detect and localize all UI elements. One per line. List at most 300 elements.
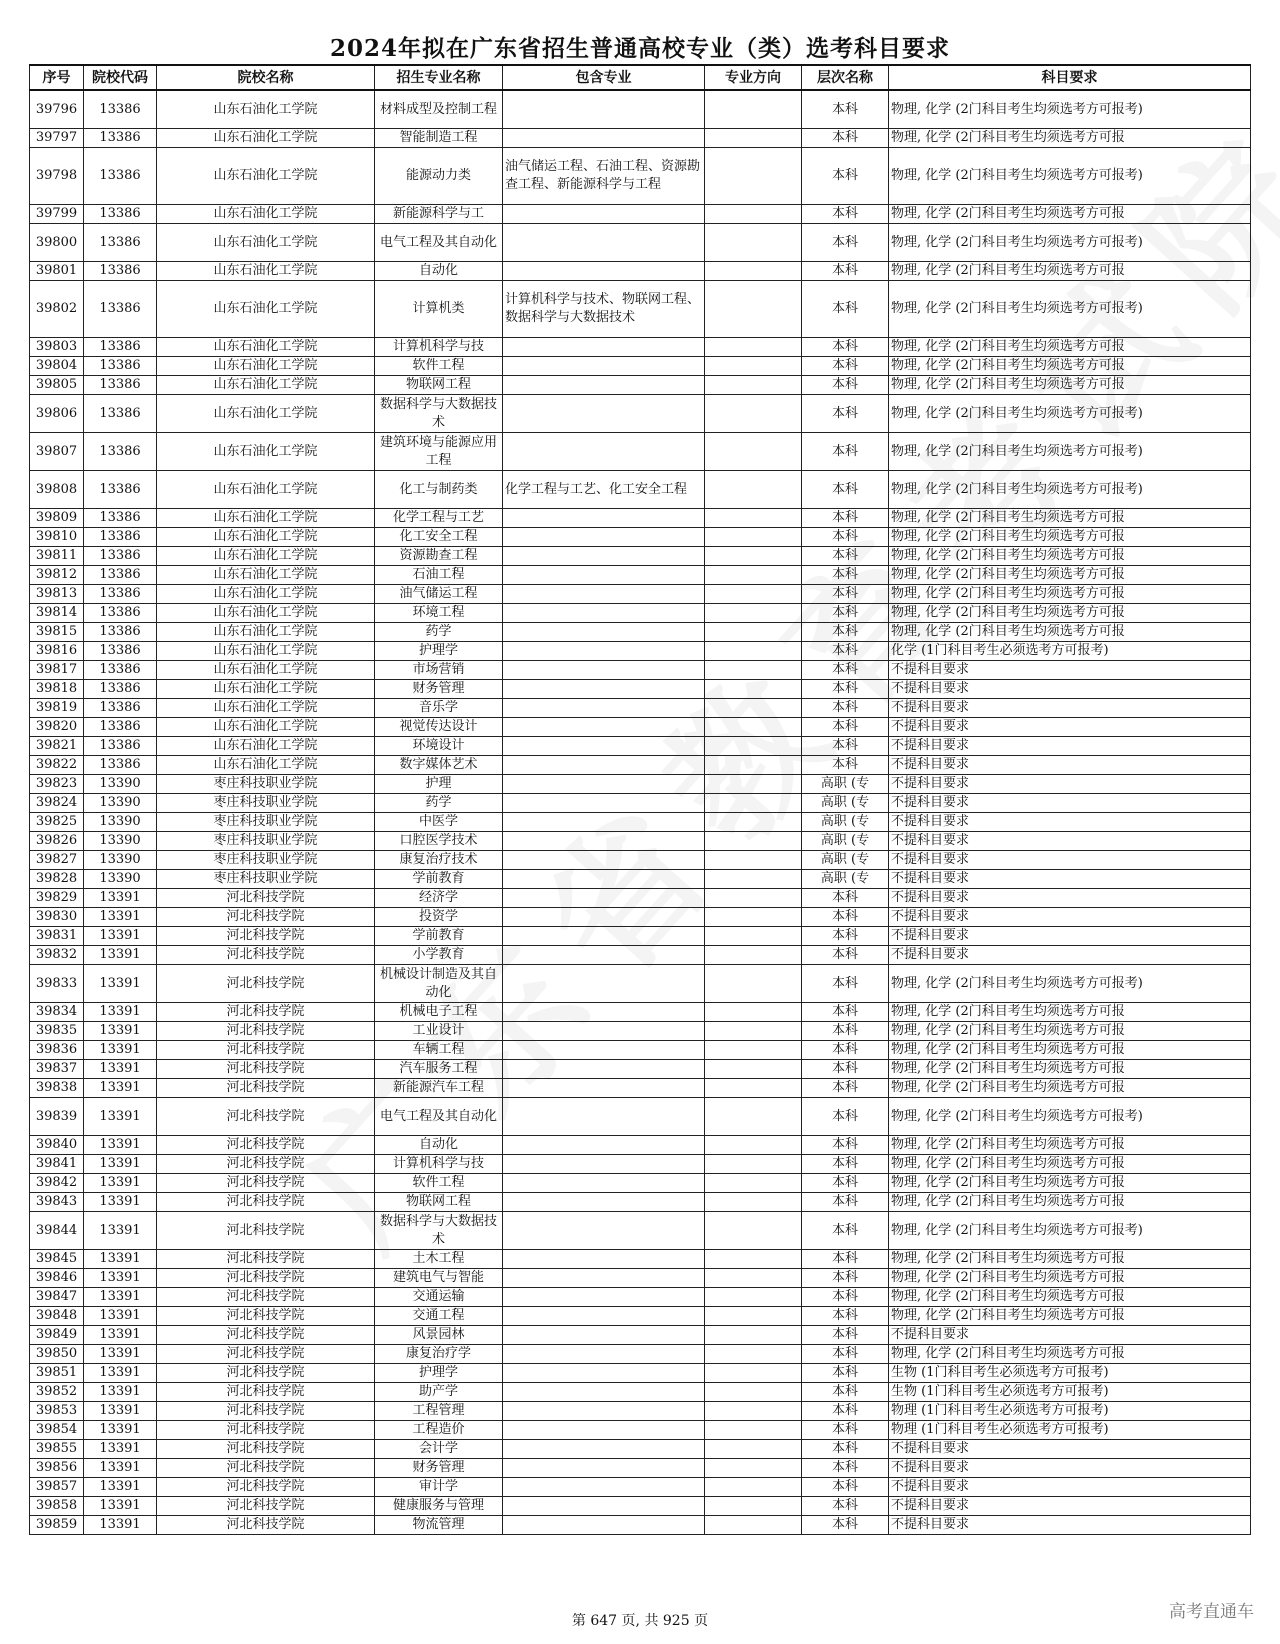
table-row xyxy=(30,1174,1251,1193)
cell-level: 本科 xyxy=(802,1041,889,1060)
cell-requirements: 物理, 化学 (2门科目考生均须选考方可报 xyxy=(889,1003,1251,1022)
cell-index: 39822 xyxy=(30,756,84,775)
cell-included-majors xyxy=(503,794,705,813)
cell-requirements: 物理, 化学 (2门科目考生均须选考方可报 xyxy=(889,262,1251,281)
table-row xyxy=(30,1250,1251,1269)
cell-level: 本科 xyxy=(802,889,889,908)
cell-direction xyxy=(705,870,802,889)
cell-level: 高职 (专 xyxy=(802,775,889,794)
cell-level: 本科 xyxy=(802,566,889,585)
cell-school-name: 河北科技学院 xyxy=(157,1307,375,1326)
cell-requirements: 物理, 化学 (2门科目考生均须选考方可报 xyxy=(889,1288,1251,1307)
cell-index: 39833 xyxy=(30,965,84,1003)
cell-requirements: 物理 (1门科目考生必须选考方可报考) xyxy=(889,1402,1251,1421)
cell-major-name: 护理学 xyxy=(375,1364,503,1383)
cell-direction xyxy=(705,604,802,623)
cell-major-name: 市场营销 xyxy=(375,661,503,680)
cell-school-name: 河北科技学院 xyxy=(157,927,375,946)
table-row xyxy=(30,585,1251,604)
cell-index: 39814 xyxy=(30,604,84,623)
cell-included-majors xyxy=(503,395,705,433)
cell-school-code: 13391 xyxy=(84,908,157,927)
cell-included-majors xyxy=(503,813,705,832)
cell-school-code: 13386 xyxy=(84,585,157,604)
cell-index: 39798 xyxy=(30,148,84,205)
cell-requirements: 物理, 化学 (2门科目考生均须选考方可报 xyxy=(889,1060,1251,1079)
cell-requirements: 物理, 化学 (2门科目考生均须选考方可报 xyxy=(889,1193,1251,1212)
cell-school-name: 枣庄科技职业学院 xyxy=(157,813,375,832)
cell-direction xyxy=(705,1459,802,1478)
cell-level: 本科 xyxy=(802,338,889,357)
cell-index: 39807 xyxy=(30,433,84,471)
table-row xyxy=(30,1288,1251,1307)
cell-school-name: 山东石油化工学院 xyxy=(157,90,375,129)
cell-school-name: 山东石油化工学院 xyxy=(157,433,375,471)
cell-school-code: 13391 xyxy=(84,1022,157,1041)
table-row xyxy=(30,205,1251,224)
cell-major-name: 计算机科学与技 xyxy=(375,1155,503,1174)
cell-level: 本科 xyxy=(802,965,889,1003)
cell-level: 本科 xyxy=(802,946,889,965)
cell-included-majors xyxy=(503,1250,705,1269)
cell-included-majors xyxy=(503,1003,705,1022)
cell-level: 本科 xyxy=(802,90,889,129)
cell-school-code: 13386 xyxy=(84,338,157,357)
cell-index: 39813 xyxy=(30,585,84,604)
cell-requirements: 物理, 化学 (2门科目考生均须选考方可报考) xyxy=(889,148,1251,205)
cell-school-code: 13386 xyxy=(84,528,157,547)
cell-index: 39808 xyxy=(30,471,84,509)
cell-school-code: 13391 xyxy=(84,1136,157,1155)
table-row xyxy=(30,832,1251,851)
table-row xyxy=(30,262,1251,281)
cell-requirements: 不提科目要求 xyxy=(889,1478,1251,1497)
cell-direction xyxy=(705,1497,802,1516)
table-row xyxy=(30,1079,1251,1098)
header-direction: 专业方向 xyxy=(705,65,802,90)
cell-requirements: 不提科目要求 xyxy=(889,1459,1251,1478)
table-row xyxy=(30,528,1251,547)
cell-direction xyxy=(705,1516,802,1535)
cell-direction xyxy=(705,718,802,737)
cell-included-majors xyxy=(503,1497,705,1516)
cell-index: 39858 xyxy=(30,1497,84,1516)
cell-direction xyxy=(705,528,802,547)
cell-direction xyxy=(705,471,802,509)
cell-school-code: 13386 xyxy=(84,623,157,642)
cell-major-name: 工程管理 xyxy=(375,1402,503,1421)
cell-school-code: 13391 xyxy=(84,1098,157,1136)
cell-index: 39830 xyxy=(30,908,84,927)
cell-level: 本科 xyxy=(802,1288,889,1307)
cell-direction xyxy=(705,1174,802,1193)
cell-school-name: 河北科技学院 xyxy=(157,908,375,927)
cell-major-name: 康复治疗技术 xyxy=(375,851,503,870)
cell-school-code: 13386 xyxy=(84,737,157,756)
table-row xyxy=(30,775,1251,794)
table-row xyxy=(30,509,1251,528)
cell-major-name: 健康服务与管理 xyxy=(375,1497,503,1516)
cell-direction xyxy=(705,775,802,794)
cell-school-code: 13391 xyxy=(84,1060,157,1079)
cell-direction xyxy=(705,129,802,148)
cell-requirements: 物理, 化学 (2门科目考生均须选考方可报 xyxy=(889,1250,1251,1269)
cell-school-code: 13386 xyxy=(84,205,157,224)
cell-direction xyxy=(705,1269,802,1288)
cell-included-majors xyxy=(503,927,705,946)
cell-requirements: 物理, 化学 (2门科目考生均须选考方可报考) xyxy=(889,471,1251,509)
cell-included-majors xyxy=(503,1060,705,1079)
cell-index: 39849 xyxy=(30,1326,84,1345)
cell-included-majors xyxy=(503,1098,705,1136)
cell-index: 39839 xyxy=(30,1098,84,1136)
cell-included-majors xyxy=(503,908,705,927)
cell-included-majors xyxy=(503,1478,705,1497)
cell-direction xyxy=(705,794,802,813)
cell-direction xyxy=(705,1003,802,1022)
cell-school-code: 13391 xyxy=(84,1041,157,1060)
cell-major-name: 油气储运工程 xyxy=(375,585,503,604)
subject-requirements-table xyxy=(29,64,1251,1535)
header-school-code: 院校代码 xyxy=(84,65,157,90)
table-row xyxy=(30,1326,1251,1345)
cell-school-name: 河北科技学院 xyxy=(157,1345,375,1364)
cell-major-name: 药学 xyxy=(375,794,503,813)
cell-major-name: 投资学 xyxy=(375,908,503,927)
table-row xyxy=(30,1402,1251,1421)
cell-school-name: 山东石油化工学院 xyxy=(157,585,375,604)
cell-school-code: 13391 xyxy=(84,1459,157,1478)
table-row xyxy=(30,1307,1251,1326)
cell-direction xyxy=(705,1212,802,1250)
cell-index: 39826 xyxy=(30,832,84,851)
cell-level: 本科 xyxy=(802,1269,889,1288)
cell-major-name: 自动化 xyxy=(375,1136,503,1155)
table-row xyxy=(30,680,1251,699)
cell-direction xyxy=(705,1345,802,1364)
cell-school-name: 河北科技学院 xyxy=(157,1250,375,1269)
cell-level: 本科 xyxy=(802,1022,889,1041)
cell-level: 本科 xyxy=(802,148,889,205)
cell-major-name: 机械电子工程 xyxy=(375,1003,503,1022)
cell-requirements: 不提科目要求 xyxy=(889,1440,1251,1459)
cell-index: 39817 xyxy=(30,661,84,680)
cell-direction xyxy=(705,680,802,699)
cell-requirements: 物理, 化学 (2门科目考生均须选考方可报 xyxy=(889,1345,1251,1364)
cell-direction xyxy=(705,699,802,718)
cell-major-name: 学前教育 xyxy=(375,870,503,889)
table-row xyxy=(30,1193,1251,1212)
cell-included-majors xyxy=(503,965,705,1003)
cell-school-code: 13386 xyxy=(84,547,157,566)
cell-direction xyxy=(705,585,802,604)
cell-major-name: 车辆工程 xyxy=(375,1041,503,1060)
cell-direction xyxy=(705,737,802,756)
table-row xyxy=(30,604,1251,623)
cell-major-name: 中医学 xyxy=(375,813,503,832)
cell-index: 39819 xyxy=(30,699,84,718)
cell-school-name: 山东石油化工学院 xyxy=(157,642,375,661)
cell-requirements: 不提科目要求 xyxy=(889,718,1251,737)
table-row xyxy=(30,1364,1251,1383)
cell-level: 高职 (专 xyxy=(802,813,889,832)
cell-school-name: 山东石油化工学院 xyxy=(157,224,375,262)
cell-level: 本科 xyxy=(802,1079,889,1098)
cell-direction xyxy=(705,148,802,205)
cell-index: 39835 xyxy=(30,1022,84,1041)
cell-school-name: 枣庄科技职业学院 xyxy=(157,870,375,889)
cell-school-code: 13386 xyxy=(84,224,157,262)
cell-level: 本科 xyxy=(802,1497,889,1516)
cell-requirements: 不提科目要求 xyxy=(889,699,1251,718)
cell-requirements: 物理, 化学 (2门科目考生均须选考方可报 xyxy=(889,585,1251,604)
cell-index: 39805 xyxy=(30,376,84,395)
cell-major-name: 康复治疗学 xyxy=(375,1345,503,1364)
cell-direction xyxy=(705,281,802,338)
cell-school-code: 13391 xyxy=(84,1003,157,1022)
cell-requirements: 不提科目要求 xyxy=(889,813,1251,832)
cell-included-majors xyxy=(503,566,705,585)
cell-included-majors xyxy=(503,1212,705,1250)
table-row xyxy=(30,1003,1251,1022)
cell-major-name: 交通工程 xyxy=(375,1307,503,1326)
cell-school-name: 河北科技学院 xyxy=(157,946,375,965)
cell-school-name: 山东石油化工学院 xyxy=(157,661,375,680)
cell-included-majors xyxy=(503,338,705,357)
cell-major-name: 智能制造工程 xyxy=(375,129,503,148)
cell-direction xyxy=(705,262,802,281)
cell-index: 39854 xyxy=(30,1421,84,1440)
cell-major-name: 药学 xyxy=(375,623,503,642)
cell-requirements: 物理, 化学 (2门科目考生均须选考方可报 xyxy=(889,547,1251,566)
cell-school-name: 山东石油化工学院 xyxy=(157,338,375,357)
cell-major-name: 汽车服务工程 xyxy=(375,1060,503,1079)
cell-school-code: 13386 xyxy=(84,680,157,699)
table-row xyxy=(30,1212,1251,1250)
table-row xyxy=(30,1022,1251,1041)
cell-requirements: 物理, 化学 (2门科目考生均须选考方可报 xyxy=(889,357,1251,376)
cell-requirements: 物理, 化学 (2门科目考生均须选考方可报 xyxy=(889,1174,1251,1193)
cell-school-name: 河北科技学院 xyxy=(157,1098,375,1136)
cell-school-code: 13386 xyxy=(84,433,157,471)
cell-school-name: 枣庄科技职业学院 xyxy=(157,794,375,813)
table-row xyxy=(30,1345,1251,1364)
cell-requirements: 物理, 化学 (2门科目考生均须选考方可报考) xyxy=(889,433,1251,471)
cell-direction xyxy=(705,851,802,870)
cell-school-name: 枣庄科技职业学院 xyxy=(157,851,375,870)
table-row xyxy=(30,1459,1251,1478)
cell-school-code: 13391 xyxy=(84,1174,157,1193)
cell-level: 本科 xyxy=(802,528,889,547)
cell-level: 高职 (专 xyxy=(802,794,889,813)
cell-direction xyxy=(705,376,802,395)
cell-school-code: 13391 xyxy=(84,1155,157,1174)
cell-included-majors xyxy=(503,90,705,129)
table-row xyxy=(30,699,1251,718)
cell-index: 39855 xyxy=(30,1440,84,1459)
cell-major-name: 助产学 xyxy=(375,1383,503,1402)
cell-direction xyxy=(705,338,802,357)
cell-direction xyxy=(705,1041,802,1060)
cell-school-name: 河北科技学院 xyxy=(157,1060,375,1079)
cell-included-majors: 油气储运工程、石油工程、资源勘查工程、新能源科学与工程 xyxy=(503,148,705,205)
cell-included-majors xyxy=(503,547,705,566)
cell-index: 39815 xyxy=(30,623,84,642)
cell-included-majors xyxy=(503,737,705,756)
cell-major-name: 视觉传达设计 xyxy=(375,718,503,737)
table-header-row xyxy=(30,65,1251,90)
cell-index: 39844 xyxy=(30,1212,84,1250)
cell-school-name: 山东石油化工学院 xyxy=(157,395,375,433)
cell-direction xyxy=(705,623,802,642)
cell-school-code: 13390 xyxy=(84,775,157,794)
cell-requirements: 不提科目要求 xyxy=(889,927,1251,946)
cell-school-code: 13391 xyxy=(84,1383,157,1402)
cell-school-code: 13391 xyxy=(84,1402,157,1421)
cell-school-code: 13391 xyxy=(84,1193,157,1212)
table-row xyxy=(30,338,1251,357)
cell-level: 本科 xyxy=(802,604,889,623)
cell-school-code: 13386 xyxy=(84,376,157,395)
cell-index: 39806 xyxy=(30,395,84,433)
cell-direction xyxy=(705,813,802,832)
cell-direction xyxy=(705,1326,802,1345)
cell-school-code: 13386 xyxy=(84,509,157,528)
cell-level: 本科 xyxy=(802,718,889,737)
cell-included-majors xyxy=(503,756,705,775)
cell-school-name: 河北科技学院 xyxy=(157,1155,375,1174)
cell-school-name: 山东石油化工学院 xyxy=(157,699,375,718)
cell-school-code: 13391 xyxy=(84,1364,157,1383)
cell-requirements: 物理, 化学 (2门科目考生均须选考方可报 xyxy=(889,1269,1251,1288)
cell-included-majors xyxy=(503,680,705,699)
cell-level: 本科 xyxy=(802,509,889,528)
cell-school-name: 山东石油化工学院 xyxy=(157,471,375,509)
cell-major-name: 数据科学与大数据技术 xyxy=(375,1212,503,1250)
cell-level: 本科 xyxy=(802,1155,889,1174)
table-row xyxy=(30,1041,1251,1060)
cell-direction xyxy=(705,1478,802,1497)
cell-index: 39821 xyxy=(30,737,84,756)
table-row xyxy=(30,547,1251,566)
cell-included-majors xyxy=(503,946,705,965)
cell-index: 39840 xyxy=(30,1136,84,1155)
cell-direction xyxy=(705,642,802,661)
cell-school-name: 河北科技学院 xyxy=(157,1022,375,1041)
cell-school-name: 山东石油化工学院 xyxy=(157,566,375,585)
cell-index: 39824 xyxy=(30,794,84,813)
cell-requirements: 物理, 化学 (2门科目考生均须选考方可报 xyxy=(889,566,1251,585)
cell-school-code: 13390 xyxy=(84,813,157,832)
cell-level: 本科 xyxy=(802,1136,889,1155)
cell-school-code: 13390 xyxy=(84,851,157,870)
table-row xyxy=(30,813,1251,832)
cell-index: 39851 xyxy=(30,1364,84,1383)
cell-level: 本科 xyxy=(802,224,889,262)
cell-direction xyxy=(705,1155,802,1174)
cell-direction xyxy=(705,1440,802,1459)
cell-level: 本科 xyxy=(802,1193,889,1212)
cell-requirements: 物理, 化学 (2门科目考生均须选考方可报 xyxy=(889,1041,1251,1060)
cell-direction xyxy=(705,756,802,775)
cell-school-code: 13391 xyxy=(84,1497,157,1516)
cell-school-name: 河北科技学院 xyxy=(157,1212,375,1250)
cell-included-majors xyxy=(503,1136,705,1155)
cell-requirements: 不提科目要求 xyxy=(889,1497,1251,1516)
cell-index: 39811 xyxy=(30,547,84,566)
cell-level: 本科 xyxy=(802,927,889,946)
cell-included-majors xyxy=(503,1459,705,1478)
cell-school-code: 13386 xyxy=(84,471,157,509)
cell-major-name: 财务管理 xyxy=(375,680,503,699)
cell-direction xyxy=(705,965,802,1003)
cell-level: 本科 xyxy=(802,699,889,718)
cell-level: 本科 xyxy=(802,1459,889,1478)
cell-included-majors xyxy=(503,832,705,851)
cell-index: 39848 xyxy=(30,1307,84,1326)
cell-major-name: 自动化 xyxy=(375,262,503,281)
cell-school-code: 13391 xyxy=(84,1478,157,1497)
cell-direction xyxy=(705,908,802,927)
cell-major-name: 机械设计制造及其自动化 xyxy=(375,965,503,1003)
cell-level: 本科 xyxy=(802,1174,889,1193)
cell-index: 39834 xyxy=(30,1003,84,1022)
cell-school-code: 13386 xyxy=(84,395,157,433)
cell-major-name: 工程造价 xyxy=(375,1421,503,1440)
cell-level: 本科 xyxy=(802,471,889,509)
cell-major-name: 软件工程 xyxy=(375,1174,503,1193)
cell-index: 39838 xyxy=(30,1079,84,1098)
cell-level: 本科 xyxy=(802,129,889,148)
cell-major-name: 小学教育 xyxy=(375,946,503,965)
cell-school-code: 13386 xyxy=(84,718,157,737)
cell-school-name: 枣庄科技职业学院 xyxy=(157,832,375,851)
cell-requirements: 不提科目要求 xyxy=(889,946,1251,965)
table-row xyxy=(30,908,1251,927)
cell-included-majors xyxy=(503,604,705,623)
cell-included-majors xyxy=(503,509,705,528)
cell-included-majors xyxy=(503,376,705,395)
cell-index: 39850 xyxy=(30,1345,84,1364)
cell-school-name: 河北科技学院 xyxy=(157,1497,375,1516)
cell-index: 39804 xyxy=(30,357,84,376)
cell-direction xyxy=(705,433,802,471)
cell-school-name: 河北科技学院 xyxy=(157,889,375,908)
cell-school-name: 山东石油化工学院 xyxy=(157,281,375,338)
cell-major-name: 物流管理 xyxy=(375,1516,503,1535)
cell-included-majors xyxy=(503,1440,705,1459)
cell-school-name: 河北科技学院 xyxy=(157,1364,375,1383)
cell-school-name: 河北科技学院 xyxy=(157,1041,375,1060)
table-row xyxy=(30,946,1251,965)
cell-level: 本科 xyxy=(802,1003,889,1022)
table-row xyxy=(30,1421,1251,1440)
cell-school-name: 山东石油化工学院 xyxy=(157,737,375,756)
header-index: 序号 xyxy=(30,65,84,90)
table-row xyxy=(30,1478,1251,1497)
cell-index: 39856 xyxy=(30,1459,84,1478)
table-row xyxy=(30,1440,1251,1459)
cell-major-name: 环境设计 xyxy=(375,737,503,756)
table-row xyxy=(30,718,1251,737)
cell-direction xyxy=(705,661,802,680)
cell-index: 39847 xyxy=(30,1288,84,1307)
cell-requirements: 物理, 化学 (2门科目考生均须选考方可报考) xyxy=(889,965,1251,1003)
cell-level: 本科 xyxy=(802,908,889,927)
table-row xyxy=(30,642,1251,661)
cell-school-name: 山东石油化工学院 xyxy=(157,262,375,281)
cell-included-majors xyxy=(503,1516,705,1535)
